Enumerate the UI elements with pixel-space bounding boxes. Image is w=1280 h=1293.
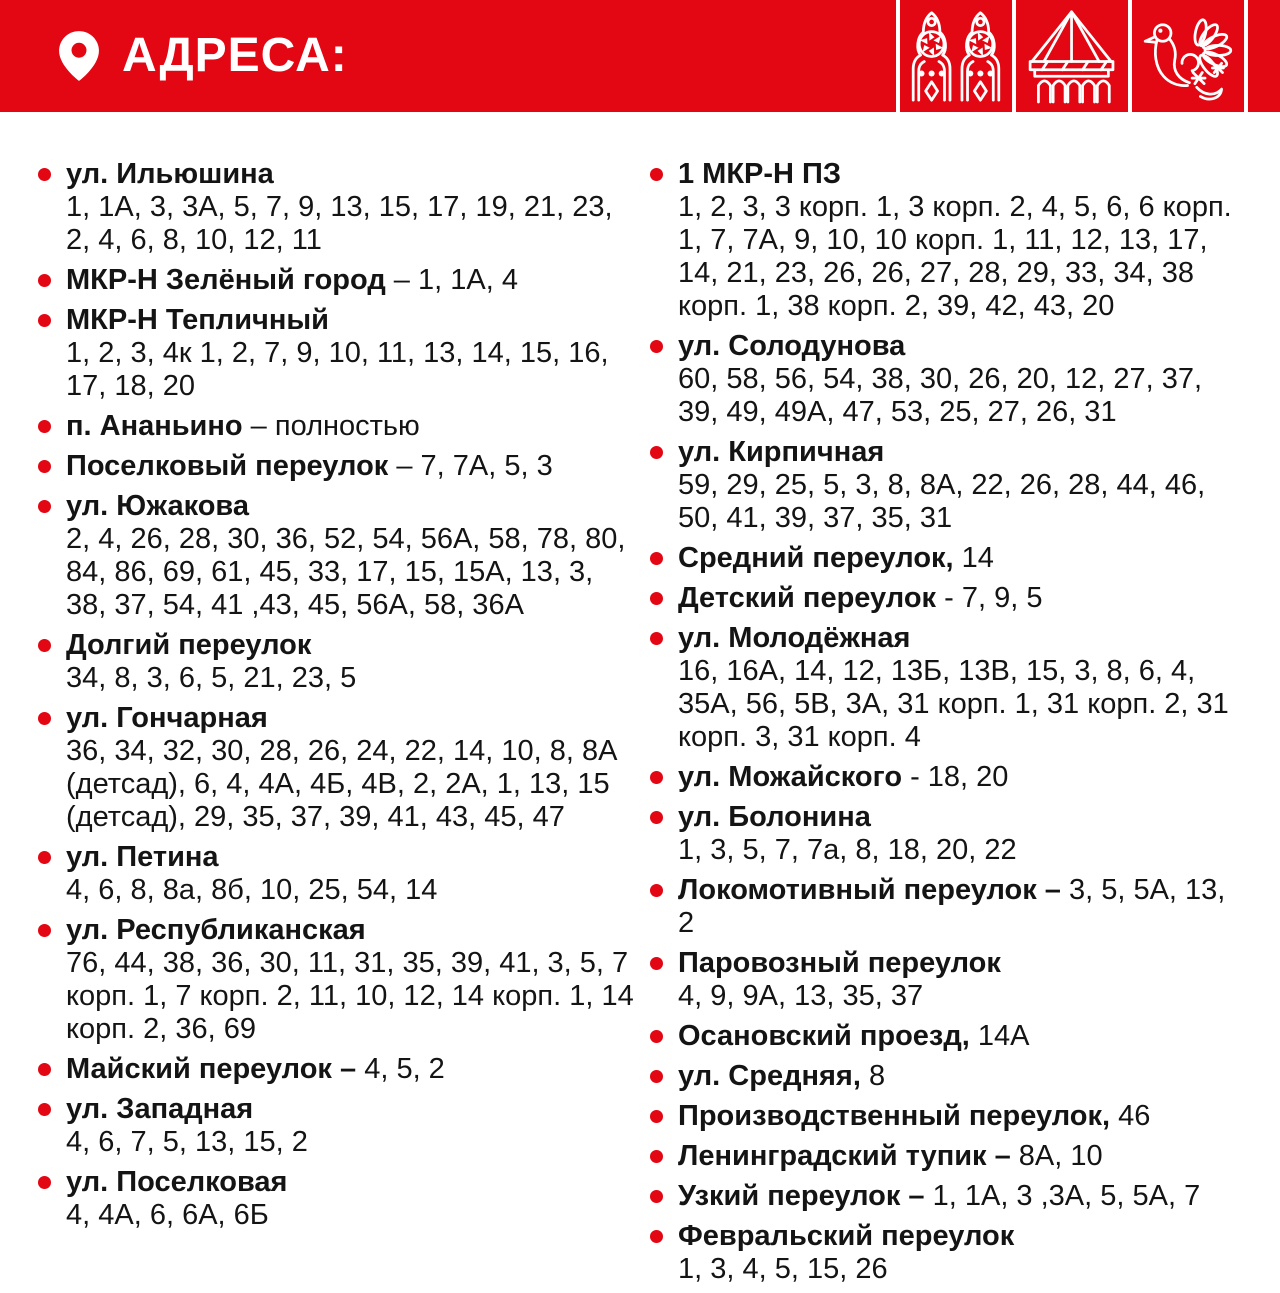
- address-body: [66, 1166, 634, 1232]
- address-list-right: [650, 158, 1240, 1286]
- address-body: [66, 264, 634, 297]
- bullet-dot-icon: [38, 274, 51, 287]
- address-item: [650, 158, 1240, 323]
- street-name: Средний переулок,: [678, 542, 954, 574]
- street-name: ул. Можайского: [678, 761, 903, 793]
- address-body: [66, 629, 634, 695]
- address-body: [66, 158, 634, 257]
- street-name: ул. Кирпичная: [678, 436, 885, 468]
- street-numbers-inline: 14А: [969, 1020, 1030, 1052]
- address-item: [38, 702, 634, 834]
- street-numbers: 1, 1А, 3, 3А, 5, 7, 9, 13, 15, 17, 19, 21, 23, 2, 4, 6, 8, 10, 12, 11: [66, 191, 613, 256]
- address-body: [66, 702, 634, 834]
- address-item: [38, 264, 634, 297]
- street-name: ул. Западная: [66, 1093, 254, 1125]
- address-item: [38, 841, 634, 907]
- bullet-dot-icon: [650, 552, 663, 565]
- street-numbers-inline: 14: [953, 542, 994, 574]
- address-item: [650, 622, 1240, 754]
- street-numbers: 2, 4, 26, 28, 30, 36, 52, 54, 56А, 58, 78, 80, 84, 86, 69, 61, 45, 33, 17, 15, 15А, 13, 3, 38, 37, 54, 41 ,43, 45, 56А, 58, 36А: [66, 523, 626, 621]
- address-body: [678, 542, 1240, 575]
- address-item: [38, 914, 634, 1046]
- title-block: [56, 28, 348, 84]
- street-name: ул. Гончарная: [66, 702, 268, 734]
- street-name: ул. Солодунова: [678, 330, 906, 362]
- street-numbers: 1, 2, 3, 3 корп. 1, 3 корп. 2, 4, 5, 6, 6 корп. 1, 7, 7А, 9, 10, 10 корп. 1, 11, 12, 13, 17, 14, 21, 23, 26, 26, 27, 28, 29, 33, 34, 38 корп. 1, 38 корп. 2, 39, 42, 43, 20: [678, 191, 1232, 322]
- bullet-dot-icon: [650, 1110, 663, 1123]
- header-band: [0, 0, 1280, 112]
- bullet-dot-icon: [38, 1176, 51, 1189]
- address-item: [38, 490, 634, 622]
- street-name: Детский переулок: [678, 582, 937, 614]
- street-numbers: 4, 6, 7, 5, 13, 15, 2: [66, 1126, 308, 1158]
- bullet-dot-icon: [650, 1030, 663, 1043]
- street-numbers: 1, 3, 5, 7, 7а, 8, 18, 20, 22: [678, 834, 1017, 866]
- street-name: п. Ананьино: [66, 410, 243, 442]
- street-name: Осановский проезд,: [678, 1020, 970, 1052]
- address-item: [38, 158, 634, 257]
- bullet-dot-icon: [650, 957, 663, 970]
- address-body: [66, 1093, 634, 1159]
- street-numbers: 1, 2, 3, 4к 1, 2, 7, 9, 10, 11, 13, 14, 15, 16, 17, 18, 20: [66, 337, 609, 402]
- bullet-dot-icon: [38, 712, 51, 725]
- street-numbers-inline: - 18, 20: [902, 761, 1009, 793]
- address-item: [650, 947, 1240, 1013]
- street-name: ул. Средняя,: [678, 1060, 861, 1092]
- street-numbers-inline: 3, 5, 5А, 13, 2: [678, 874, 1226, 939]
- bullet-dot-icon: [38, 420, 51, 433]
- address-item: [650, 582, 1240, 615]
- address-item: [650, 1140, 1240, 1173]
- address-body: [678, 801, 1240, 867]
- street-name: Ленинградский тупик –: [678, 1140, 1011, 1172]
- address-item: [38, 1053, 634, 1086]
- address-body: [66, 450, 634, 483]
- street-numbers: 4, 4А, 6, 6А, 6Б: [66, 1199, 269, 1231]
- street-name: Локомотивный переулок –: [678, 874, 1061, 906]
- street-numbers-inline: 8: [860, 1060, 886, 1092]
- bullet-dot-icon: [650, 340, 663, 353]
- street-numbers: 1, 3, 4, 5, 15, 26: [678, 1253, 888, 1285]
- street-name: Долгий переулок: [66, 629, 312, 661]
- address-item: [38, 1166, 634, 1232]
- address-item: [650, 874, 1240, 940]
- tile-separator: [1244, 0, 1248, 112]
- bullet-dot-icon: [650, 1190, 663, 1203]
- address-body: [678, 1100, 1240, 1133]
- bullet-dot-icon: [650, 168, 663, 181]
- address-column-right: [650, 158, 1280, 1293]
- address-column-left: [38, 158, 650, 1293]
- bullet-dot-icon: [38, 851, 51, 864]
- address-body: [678, 436, 1240, 535]
- address-item: [650, 1220, 1240, 1286]
- street-numbers-inline: 4, 5, 2: [356, 1053, 445, 1085]
- street-name: Майский переулок –: [66, 1053, 357, 1085]
- bullet-dot-icon: [38, 924, 51, 937]
- bullet-dot-icon: [650, 1230, 663, 1243]
- address-item: [38, 410, 634, 443]
- street-numbers: 4, 6, 8, 8а, 8б, 10, 25, 54, 14: [66, 874, 438, 906]
- address-item: [38, 629, 634, 695]
- tent-tower-icon: [1016, 0, 1128, 112]
- street-name: ул. Петина: [66, 841, 219, 873]
- street-name: Паровозный переулок: [678, 947, 1001, 979]
- street-numbers: 36, 34, 32, 30, 28, 26, 24, 22, 14, 10, 8, 8А (детсад), 6, 4, 4А, 4Б, 4В, 2, 2А, 1, 13, 15 (детсад), 29, 35, 37, 39, 41, 43, 45, 47: [66, 735, 618, 833]
- bullet-dot-icon: [38, 168, 51, 181]
- address-body: [678, 622, 1240, 754]
- address-body: [678, 1020, 1240, 1053]
- address-content: [0, 112, 1280, 1293]
- address-body: [66, 1053, 634, 1086]
- bullet-dot-icon: [38, 500, 51, 513]
- address-body: [678, 1140, 1240, 1173]
- address-item: [38, 304, 634, 403]
- street-numbers: 59, 29, 25, 5, 3, 8, 8А, 22, 26, 28, 44, 46, 50, 41, 39, 37, 35, 31: [678, 469, 1206, 534]
- street-numbers-inline: – полностью: [242, 410, 420, 442]
- address-body: [678, 761, 1240, 794]
- street-name: МКР-Н Зелёный город: [66, 264, 386, 296]
- street-numbers-inline: – 1, 1А, 4: [385, 264, 518, 296]
- street-name: ул. Южакова: [66, 490, 250, 522]
- address-body: [678, 582, 1240, 615]
- address-item: [650, 1020, 1240, 1053]
- street-numbers: 4, 9, 9А, 13, 35, 37: [678, 980, 924, 1012]
- bullet-dot-icon: [38, 1103, 51, 1116]
- address-item: [38, 1093, 634, 1159]
- bullet-dot-icon: [650, 446, 663, 459]
- street-numbers: 76, 44, 38, 36, 30, 11, 31, 35, 39, 41, 3, 5, 7 корп. 1, 7 корп. 2, 11, 10, 12, 14 корп. 1, 14 корп. 2, 36, 69: [66, 947, 634, 1045]
- street-name: Поселковый переулок: [66, 450, 389, 482]
- address-body: [678, 874, 1240, 940]
- address-item: [650, 542, 1240, 575]
- page-title: АДРЕСА:: [122, 29, 348, 82]
- street-numbers-inline: 8А, 10: [1010, 1140, 1103, 1172]
- address-item: [38, 450, 634, 483]
- towers-icon: [900, 0, 1012, 112]
- street-name: Узкий переулок –: [678, 1180, 925, 1212]
- bullet-dot-icon: [38, 314, 51, 327]
- street-name: Февральский переулок: [678, 1220, 1015, 1252]
- address-body: [678, 330, 1240, 429]
- address-body: [66, 410, 634, 443]
- address-item: [650, 761, 1240, 794]
- bullet-dot-icon: [650, 884, 663, 897]
- address-item: [650, 436, 1240, 535]
- street-numbers: 60, 58, 56, 54, 38, 30, 26, 20, 12, 27, 37, 39, 49, 49А, 47, 53, 25, 27, 26, 31: [678, 363, 1203, 428]
- location-pin-icon: [56, 28, 102, 84]
- bullet-dot-icon: [650, 1150, 663, 1163]
- street-numbers-inline: - 7, 9, 5: [936, 582, 1043, 614]
- street-numbers: 34, 8, 3, 6, 5, 21, 23, 5: [66, 662, 357, 694]
- street-name: 1 МКР-Н ПЗ: [678, 158, 842, 190]
- address-body: [678, 1060, 1240, 1093]
- address-body: [678, 1180, 1240, 1213]
- bird-icon: [1132, 0, 1244, 112]
- street-name: Производственный переулок,: [678, 1100, 1111, 1132]
- street-name: ул. Республиканская: [66, 914, 366, 946]
- street-name: ул. Молодёжная: [678, 622, 911, 654]
- bullet-dot-icon: [650, 811, 663, 824]
- address-body: [66, 841, 634, 907]
- address-item: [650, 1100, 1240, 1133]
- address-body: [66, 914, 634, 1046]
- street-numbers-inline: 1, 1А, 3 ,3А, 5, 5А, 7: [924, 1180, 1201, 1212]
- address-body: [66, 490, 634, 622]
- bullet-dot-icon: [650, 592, 663, 605]
- address-list-left: [38, 158, 634, 1232]
- street-name: ул. Поселковая: [66, 1166, 288, 1198]
- street-name: ул. Ильюшина: [66, 158, 274, 190]
- bullet-dot-icon: [38, 639, 51, 652]
- bullet-dot-icon: [650, 632, 663, 645]
- address-item: [650, 1060, 1240, 1093]
- bullet-dot-icon: [38, 460, 51, 473]
- street-numbers: 16, 16А, 14, 12, 13Б, 13В, 15, 3, 8, 6, 4, 35А, 56, 5В, 3А, 31 корп. 1, 31 корп. 2, 31 корп. 3, 31 корп. 4: [678, 655, 1229, 753]
- address-body: [678, 158, 1240, 323]
- address-item: [650, 1180, 1240, 1213]
- address-body: [678, 1220, 1240, 1286]
- address-item: [650, 330, 1240, 429]
- street-name: МКР-Н Тепличный: [66, 304, 329, 336]
- address-body: [66, 304, 634, 403]
- bullet-dot-icon: [650, 771, 663, 784]
- bullet-dot-icon: [38, 1063, 51, 1076]
- street-name: ул. Болонина: [678, 801, 871, 833]
- address-body: [678, 947, 1240, 1013]
- ornament-tiles: [896, 0, 1248, 112]
- street-numbers-inline: 46: [1110, 1100, 1151, 1132]
- bullet-dot-icon: [650, 1070, 663, 1083]
- address-item: [650, 801, 1240, 867]
- street-numbers-inline: – 7, 7А, 5, 3: [388, 450, 553, 482]
